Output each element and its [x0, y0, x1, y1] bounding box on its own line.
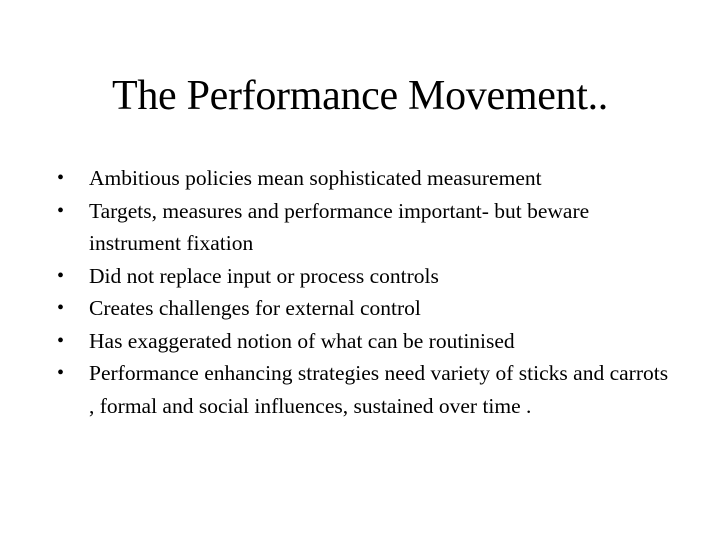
- bullet-text: Creates challenges for external control: [89, 296, 421, 320]
- bullet-text: Ambitious policies mean sophisticated measurement: [89, 166, 542, 190]
- bullet-text: Performance enhancing strategies need variety of sticks and carrots , formal and social influences, sustained over time .: [89, 361, 669, 418]
- bullet-item: [55, 162, 675, 195]
- bullet-icon: •: [57, 329, 65, 352]
- bullet-icon: •: [57, 362, 65, 384]
- bullet-icon: •: [57, 297, 65, 319]
- bullet-text: Has exaggerated notion of what can be routinised: [89, 328, 515, 353]
- bullet-icon: •: [57, 264, 65, 287]
- bullet-item: [55, 195, 675, 260]
- bullet-icon: •: [57, 167, 65, 189]
- bullet-item: [55, 325, 675, 358]
- bullet-item: [55, 292, 675, 325]
- bullet-item: [55, 357, 675, 422]
- bullet-text: Targets, measures and performance important- but beware instrument fixation: [89, 198, 590, 255]
- bullet-item: [55, 260, 675, 293]
- bullet-text: Did not replace input or process controls: [89, 263, 439, 288]
- slide-title: The Performance Movement..: [111, 73, 609, 119]
- bullet-list: [55, 162, 675, 422]
- bullet-icon: •: [57, 199, 65, 222]
